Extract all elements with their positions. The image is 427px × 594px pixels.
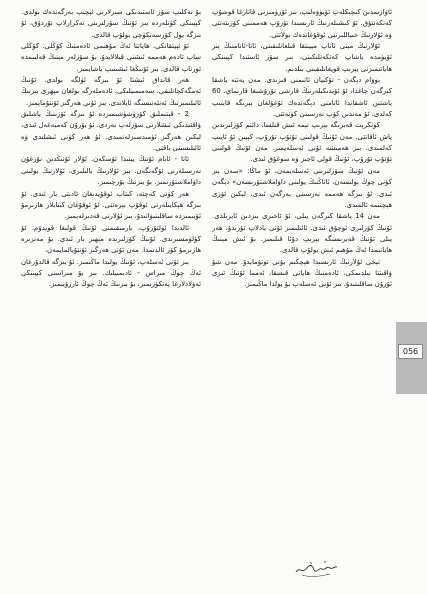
paragraph: بوۋام دېگەن - تۇكىيان ئاتىمنى قىزىدى. مەن يەتتە ياشقا كىرگەن چاغدا، ئۇ ئۆيدىكىلەرنىڭ قارشى تۇرۇشىغا قارىماي، 60 ياشتىن ئاشقاندا ئاتامنى دېگەندەك تۇغۇلغان يېرىگە قايتىپ كەلدى. ئۇ مەندىن كۆپ نەرسىنى كۈتەتتى. bbox=[212, 76, 392, 119]
paragraph: بىز ئۇنى ئەسلەپ، ئۇنىڭ يولىدا ماڭىمىز. ئۇ بىزگە قالدۇرغان ئەڭ چوڭ مىراس - ئادىمىيلىك. بىز بۇ مىراسنى كېيىنكى ئەۋلادلارغا يەتكۈزىمىز، بۇ بىزنىڭ ئەڭ چوڭ ئارزۇيىمىز. bbox=[21, 257, 201, 289]
paragraph: بۇ تەكلىپ سۆز ئاستىدىكى سىرلارنى ئېچىپ بەرگەندەك بولدى. كېيىنكى كۈنلەردە بىز ئۇنىڭ سۆزلىرىنى تەكرارلاپ تۇردۇق، ئۇ بىزگە يول كۆرسەتكۈچى بولۇپ قالدى. bbox=[21, 8, 201, 39]
paragraph: ھەر كۈنى كەچتە، كىتاب ئوقۇيدىغان ئادىتى بار ئىدى. ئۇ بىزگە ھېكايىلەرنى ئوقۇپ بېرەتتى. ئۇ ئوقۇغان كىتابلار ھازىرمۇ ئۆيىمىزدە ساقلىنىۋاتىدۇ، بىز ئۇلارنى قەدىرلەيمىز. bbox=[21, 189, 201, 221]
text-column-right bbox=[212, 7, 392, 552]
paragraph: مەن ئۇنىڭ سۆزلىرىنى ئەسلەيمەن، ئۇ ماڭا: «سەن بىر كۈنى چوڭ بولىسەن، ئاتاڭنىڭ يولىنى داۋاملاشتۇرىسەن» دېگەن ئىدى. ئۇ بىزگە ھەممە نەرسىنى بەرگەن ئىدى، لېكىن ئۆزى ھېچنىمە ئالمىدى. bbox=[212, 166, 392, 209]
paragraph: ھەر قانداق ئىشتا ئۇ بىزگە ئۈلگە بولدى. ئۇنىڭ ئەمگەكچانلىقى، سەمىمىيلىكى، ئادەملەرگە بولغان مېھرى بىزنىڭ ئائىلىمىزنىڭ ئەنئەنىسىگە ئايلاندى. بىز ئۇنى ھەرگىز ئۇنتۇمايمىز. bbox=[21, 76, 201, 107]
paragraph: ئاتا - ئانام ئۇنىڭ يېنىدا ئۆسكەن. ئۇلار ئۇنىڭدىن نۇرغۇن نەرسىلەرنى ئۆگەنگەن. بىز ئۇلارنىڭ بالىلىرى، ئۇلارنىڭ يولىنى داۋاملاشتۇرىمىز. بۇ بىزنىڭ بۇرچىمىز. bbox=[21, 155, 201, 187]
paragraph: ئۇلارنىڭ مېنى ئاتاپ مېيىتقا قىلغانلىقىنى، ئاتا-ئانامنىڭ بىر ئۆيۈمدە ياشاپ كەتكەنلىكىنى، بىر سۆز ئاستىدا كېيىنكى ھاياتىمىزنى يېزىپ قويغانلىقىنى بىلدىم. bbox=[212, 42, 392, 73]
paragraph: ئۇ ئېيتقانكى، ھاياتتا ئەڭ مۇھىمى ئادەمنىڭ كۆڭلى. كۆڭلى ساپ ئادەم ھەممە ئىشنى قىلالايدۇ. بۇ سۆزلەر مېنىڭ قەلبىمدە ئورناپ قالدى. بىز ئۇنىڭغا ئىشىنىپ ياشايمىز. bbox=[21, 42, 201, 73]
paragraph: ئالدىدا ئولتۇرۇپ، بارمىقىمنى ئۇنىڭ قولىغا قويدۇم. ئۇ كۈلۈمسىرىدى. ئۇنىڭ كۆزلىرىدە مېھىر بار ئىدى. بۇ مەنزىرە ھازىرمۇ كۆز ئالدىمدا. مەن ئۇنى ھەرگىز ئۇنتۇيالمايمەن. bbox=[21, 223, 201, 255]
text-column-left bbox=[21, 7, 201, 552]
signature-icon bbox=[292, 556, 340, 580]
paragraph: مەن 14 ياشقا كىرگەن يىلى، ئۇ ئاخىرى بىزدىن ئايرىلدى. ئۇنىڭ كۆزلىرى ئوچۇق ئىدى. ئائىلىمىز ئۇنى يادلاپ تۇرىدۇ، ھەر يىلى ئۇنىڭ قەبرىسىگە بېرىپ دۇئا قىلىمىز. بۇ ئىش مېنىڭ ھاياتىمدا ئەڭ مۇھىم ئىش بولۇپ قالدى. bbox=[212, 212, 392, 255]
paragraph: تېخى ئۇلارنىڭ ئارىسىدا ھېچكىم بۇنى تونۇمايدۇ. مەن شۇ ۋاقىتتا بىلدىمكى، ئادەمنىڭ ھاياتى قىسقا، ئەمما ئۇنىڭ ئىزى ئۇزۇن ساقلىنىدۇ. بىز ئۇنى ئەسلەپ بۇ يولدا ماڭىمىز. bbox=[212, 257, 392, 289]
page-number: 056 bbox=[398, 344, 423, 359]
paragraph: ئاۋازىمدىن كىچىكلەپ ئۆيۈۋەلىپ، بىز ئۆزۈمىزنى قاتارغا قوشۇپ كەتكەنتۇق. ئۇ كىشىلەرنىڭ ئارىسىدا تۇرۇپ ھەممىنى كۆزىتەتتى ۋە ئۇلارنىڭ خىياللىرىنى ئوقۇغاندەك بولاتتى. bbox=[212, 8, 392, 39]
paragraph: 2 - قېتىملىق كۆرۈشۈشىمىزدە ئۇ بىزگە ئۆزىنىڭ ياشلىق ۋاقتىدىكى ئىشلارنى سۆزلەپ بەردى. ئۇ بۇرۇن كەمبەغەل ئىدى، لېكىن ھەرگىز ئۈمىدسىزلەنمىدى. ئۇ ھەر كۈنى ئىشلىدى ۋە ئائىلىسىنى باقتى. bbox=[21, 110, 201, 153]
paragraph: كونكرېت قەبرىگە بېرىپ نېمە ئىش قىلسا، دائىم كۆزلىرىدىن ياش ئاقاتتى. مەن ئۇنىڭ قولىنى تۇتۇپ تۇرۇپ، كېيىن ئۇ ئايىپ كەلمىدى. بىز ھەمىشە ئۇنى ئەسلەيمىز. مەن ئۇنىڭ قولىنى تۇتۇپ تۇرۇپ، ئۇنىڭ قولى ئاجىز ۋە سوغۇق ئىدى. bbox=[212, 121, 392, 164]
